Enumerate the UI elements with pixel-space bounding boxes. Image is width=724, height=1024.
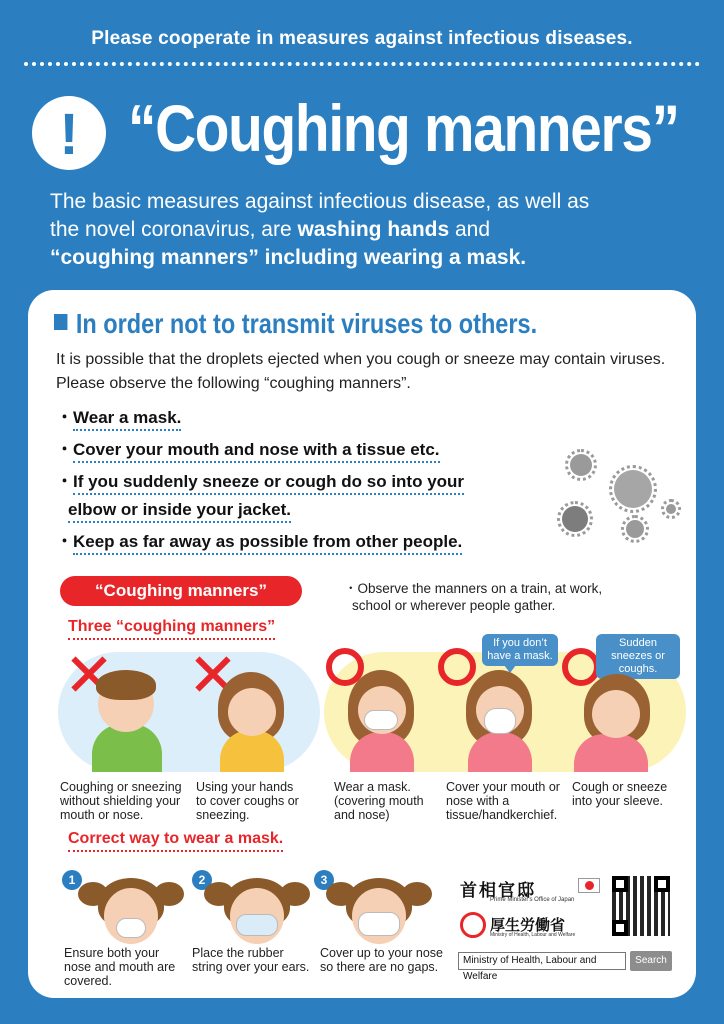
caption: Coughing or sneezing without shielding your mouth or nose. (60, 780, 182, 822)
caption: Cough or sneeze into your sleeve. (572, 780, 668, 808)
step-number: 2 (192, 870, 212, 890)
bullet-item: ・Keep as far away as possible from other people. (56, 530, 546, 554)
mhlw-emblem-icon (460, 912, 486, 938)
intro-line-3: “coughing manners” including wearing a mask. (50, 246, 527, 269)
speech-bubble: Sudden sneezes or coughs. (596, 634, 680, 679)
girl-mask-step-3-illustration (326, 878, 436, 948)
logo-area (458, 874, 688, 994)
mhlw-logo: 厚生労働省 (490, 917, 566, 934)
pmo-logo: 首相官邸 (460, 881, 536, 900)
bullet-item: ・Wear a mask. (56, 406, 546, 430)
observe-note: ・Observe the manners on a train, at work, school or wherever people gather. (344, 581, 603, 613)
mhlw-subtitle: Ministry of Health, Labour and Welfare (490, 932, 576, 938)
title-row (28, 90, 708, 180)
caption: Wear a mask. (covering mouth and nose) (334, 780, 424, 822)
virus-icon (562, 506, 588, 532)
virus-icon (614, 470, 652, 508)
speech-bubble: If you don’t have a mask. (482, 634, 558, 666)
search-button[interactable]: Search (630, 951, 672, 971)
step-number: 1 (62, 870, 82, 890)
top-banner: Please cooperate in measures against infectious diseases. (91, 28, 633, 49)
circle-ok-icon (562, 648, 600, 686)
page-title: “Coughing manners” (128, 91, 679, 165)
bullet-item: ・Cover your mouth and nose with a tissue etc. (56, 438, 546, 462)
pmo-subtitle: Prime Minister's Office of Japan (490, 897, 575, 903)
exclamation-icon: ! (32, 96, 106, 170)
caption: Cover your mouth or nose with a tissue/handkerchief. (446, 780, 560, 822)
intro-line-1: The basic measures against infectious disease, as well as (50, 190, 590, 213)
girl-mask-step-1-illustration (78, 878, 188, 948)
step-number: 3 (314, 870, 334, 890)
square-bullet-icon (54, 314, 67, 330)
girl-mask-step-2-illustration (204, 878, 314, 948)
section-paragraph: It is possible that the droplets ejected when you cough or sneeze may contain viruses. Please observe the following “coughing manners”. (56, 351, 666, 392)
virus-illustration (548, 440, 688, 550)
virus-icon (666, 504, 676, 514)
mask-heading: Correct way to wear a mask. (68, 830, 283, 852)
intro-line-2: the novel coronavirus, are washing hands and (50, 218, 491, 241)
caption: Using your hands to cover coughs or sneezing. (196, 780, 299, 822)
virus-icon (626, 520, 644, 538)
bullet-list (56, 406, 546, 562)
mask-step-caption: Cover up to your nose so there are no gaps. (320, 946, 443, 974)
circle-ok-icon (438, 648, 476, 686)
bullet-item: ・If you suddenly sneeze or cough do so into your elbow or inside your jacket. (56, 470, 546, 522)
mask-step-caption: Ensure both your nose and mouth are covered. (64, 946, 176, 988)
dotted-divider (24, 62, 700, 66)
mask-step-caption: Place the rubber string over your ears. (192, 946, 310, 974)
intro-text (50, 188, 700, 272)
search-input[interactable]: Ministry of Health, Labour and Welfare (458, 952, 626, 970)
japan-flag-icon (578, 878, 600, 893)
manners-pill: “Coughing manners” (60, 576, 302, 606)
content-panel (28, 290, 696, 998)
section-heading: In order not to transmit viruses to others. (54, 308, 537, 340)
virus-icon (570, 454, 592, 476)
three-manners-heading: Three “coughing manners” (68, 618, 275, 640)
